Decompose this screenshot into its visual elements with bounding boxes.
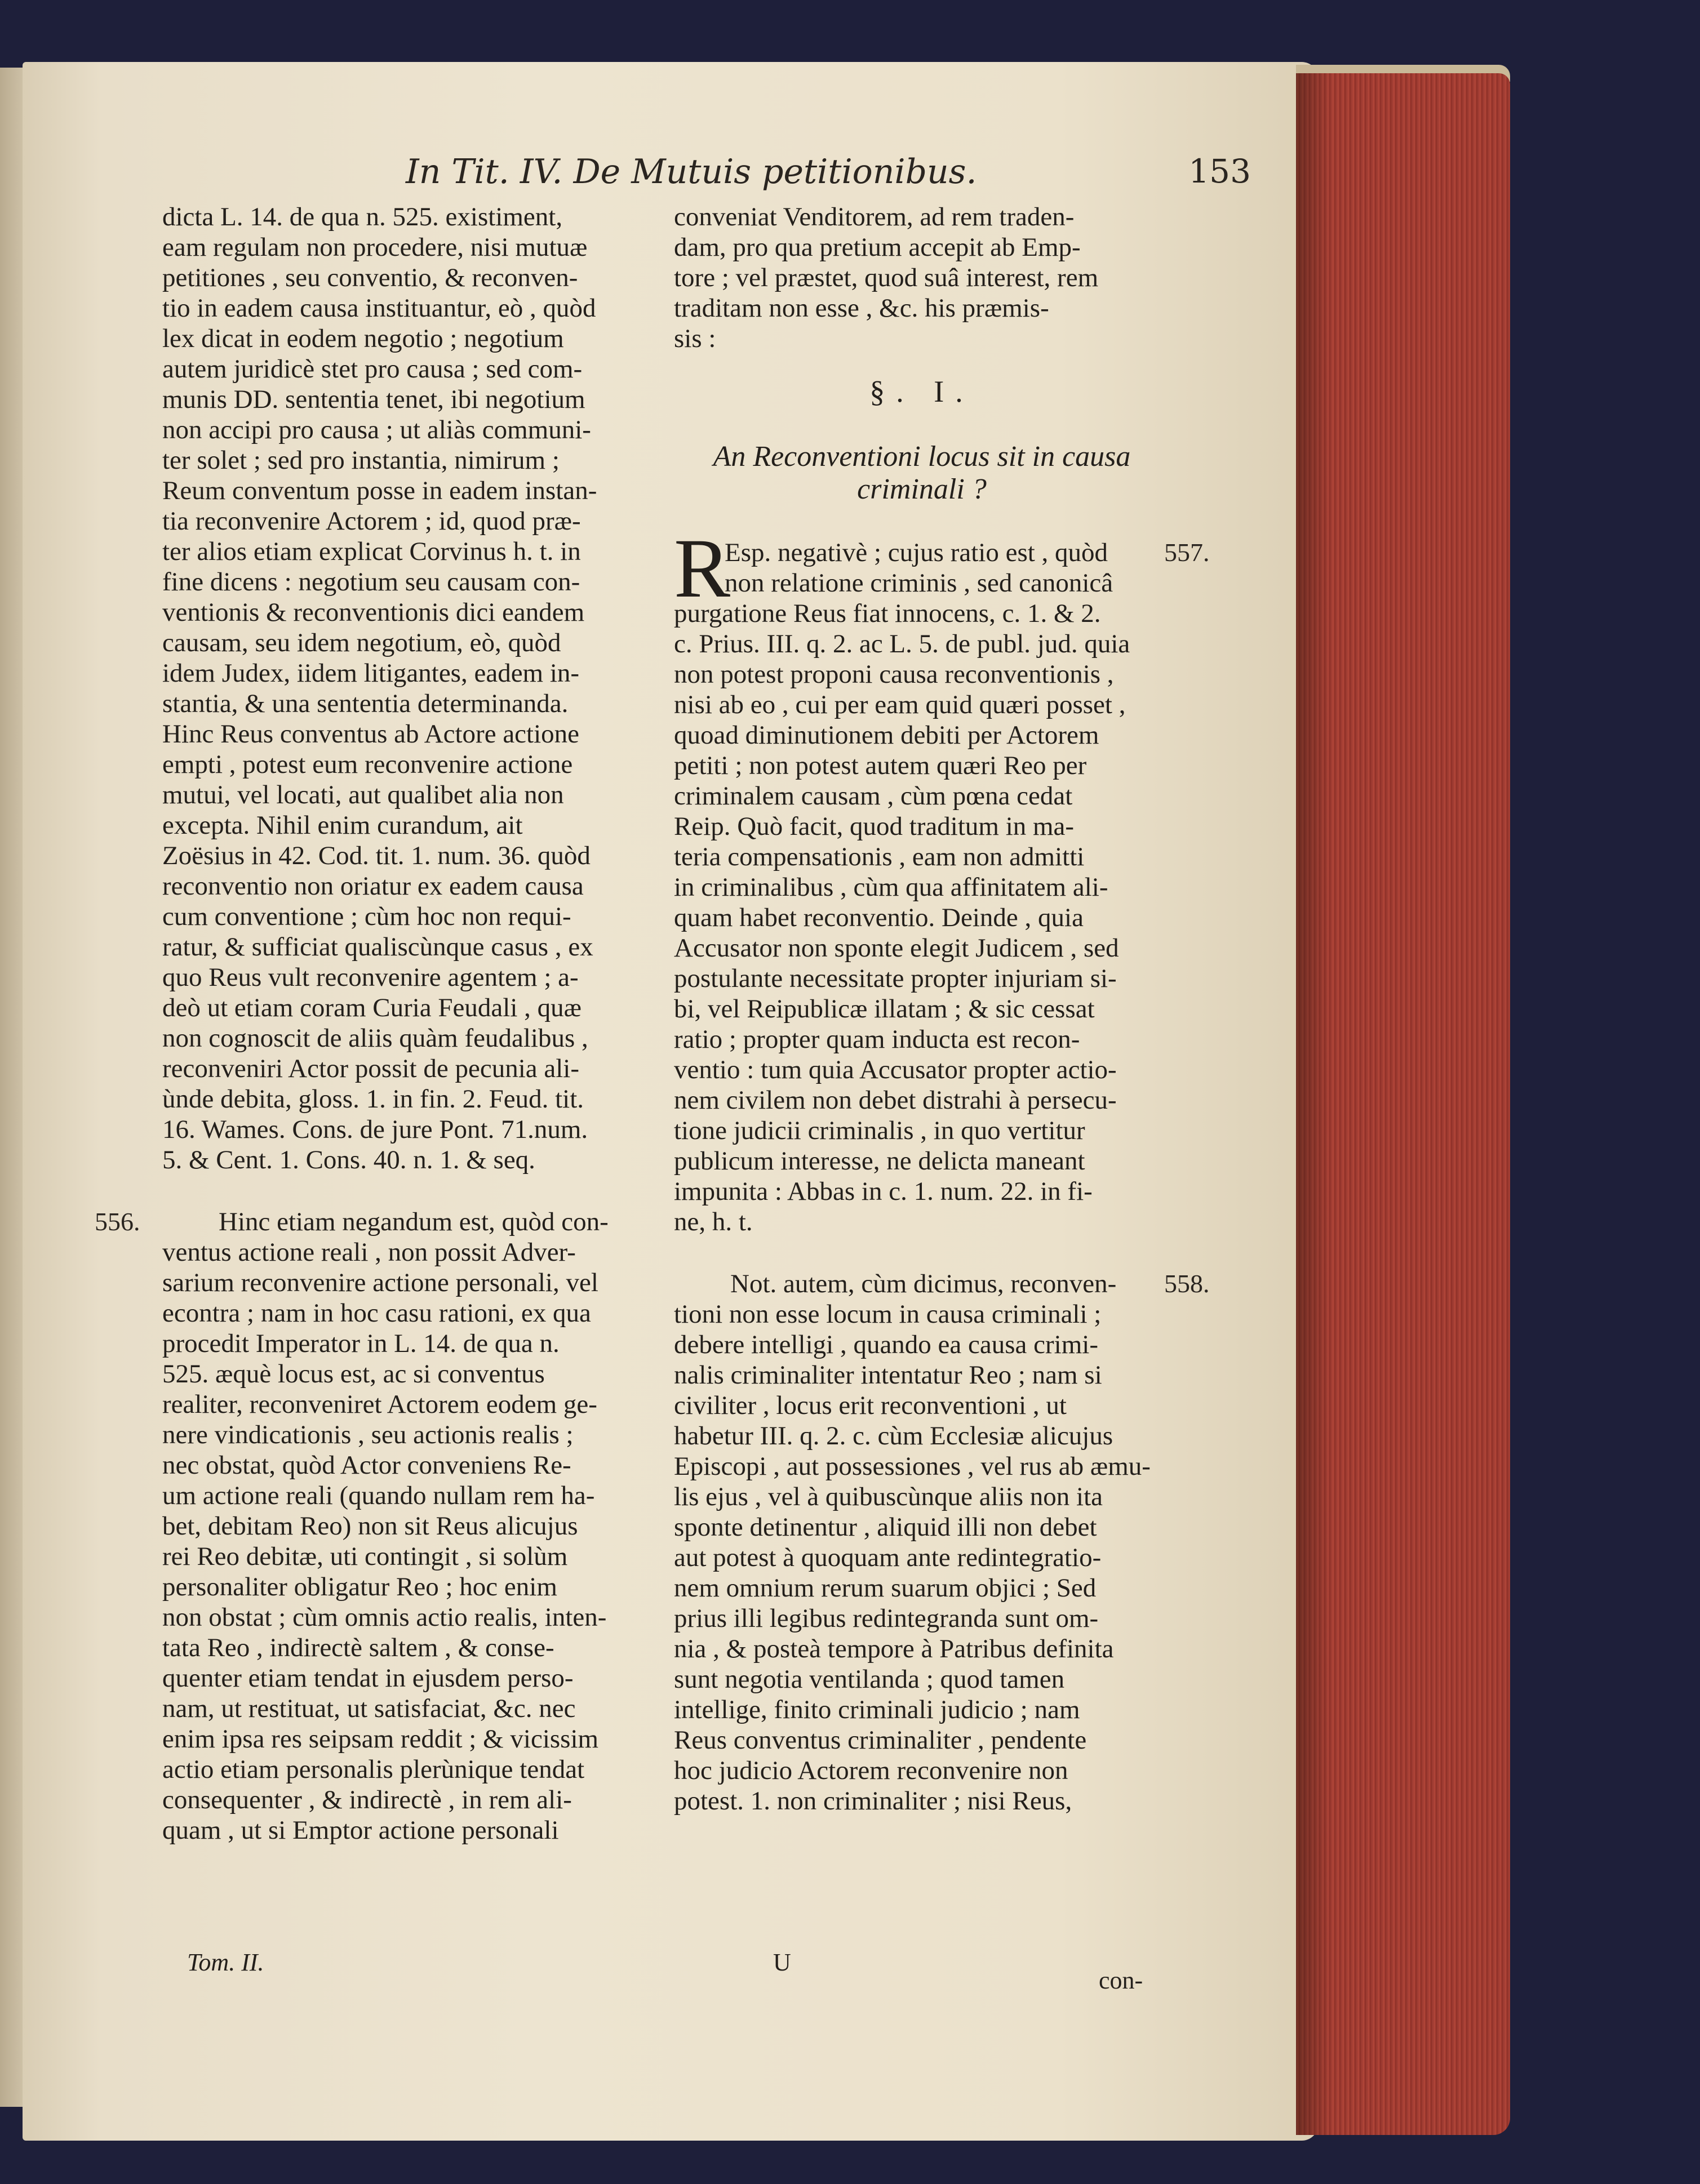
text-line: reconventio non oriatur ex eadem causa (162, 871, 584, 901)
resp-paragraph (674, 537, 1170, 1237)
text-line: personaliter obligatur Reo ; hoc enim (162, 1572, 557, 1602)
text-line: um actione reali (quando nullam rem ha- (162, 1481, 595, 1510)
text-line: cum conventione ; cùm hoc non requi- (162, 902, 571, 931)
text-line: aut potest à quoquam ante redintegratio- (674, 1543, 1102, 1572)
text-line: Reus conventus criminaliter , pendente (674, 1725, 1087, 1755)
text-line: ter solet ; sed pro instantia, nimirum ; (162, 446, 560, 475)
text-line: non accipi pro causa ; ut aliàs communi- (162, 415, 591, 444)
text-line: mutui, vel locati, aut qualibet alia non (162, 780, 564, 809)
text-line: actio etiam personalis plerùnique tendat (162, 1755, 585, 1784)
text-line: quam habet reconventio. Deinde , quia (674, 903, 1084, 932)
section-mark: §. I. (869, 375, 974, 408)
text-line: empti , potest eum reconvenire actione (162, 750, 573, 779)
margin-number-558: 558. (1164, 1269, 1210, 1298)
text-line: in criminalibus , cùm qua affinitatem ali- (674, 873, 1108, 902)
text-line: ùnde debita, gloss. 1. in fin. 2. Feud. tit. (162, 1084, 584, 1114)
text-line: non obstat ; cùm omnis actio realis, inten- (162, 1603, 607, 1632)
text-line: intellige, finito criminali judicio ; nam (674, 1695, 1080, 1724)
text-line: quoad diminutionem debiti per Actorem (674, 720, 1099, 750)
text-line: debere intelligi , quando ea causa crimi- (674, 1330, 1098, 1359)
text-line: sarium reconvenire actione personali, vel (162, 1268, 598, 1297)
text-line: impunita : Abbas in c. 1. num. 22. in fi- (674, 1177, 1093, 1206)
text-line: ventionis & reconventionis dici eandem (162, 598, 585, 627)
text-line: ventus actione reali , non possit Adver- (162, 1238, 576, 1267)
text-line: Reip. Quò facit, quod traditum in ma- (674, 812, 1075, 841)
drop-capital: R (674, 522, 731, 615)
text-line: Esp. negativè ; cujus ratio est , quòd (725, 538, 1108, 567)
running-title: In Tit. IV. De Mutuis petitionibus. (406, 152, 977, 192)
text-line: eam regulam non procedere, nisi mutuæ (162, 233, 588, 262)
text-line: causam, seu idem negotium, eò, quòd (162, 628, 561, 657)
text-line: tata Reo , indirectè saltem , & conse- (162, 1633, 554, 1662)
volume-mark: Tom. II. (187, 1949, 264, 1976)
text-line: tia reconvenire Actorem ; id, quod præ- (162, 506, 581, 536)
right-column (674, 202, 1170, 1816)
text-line: Not. autem, cùm dicimus, reconven- (730, 1269, 1117, 1298)
text-line: nem civilem non debet distrahi à persecu- (674, 1086, 1117, 1115)
text-line: traditam non esse , &c. his præmis- (674, 293, 1049, 323)
text-line: c. Prius. III. q. 2. ac L. 5. de publ. jud. quia (674, 629, 1130, 659)
margin-number-556: 556. (95, 1207, 140, 1236)
page-number: 153 (1188, 152, 1251, 190)
subtitle-line: An Reconventioni locus sit in causa (713, 441, 1131, 473)
text-line: non relatione criminis , sed canonicâ (725, 568, 1113, 598)
text-line: ratio ; propter quam inducta est recon- (674, 1025, 1080, 1054)
text-line: civiliter , locus erit reconventioni , ut (674, 1391, 1067, 1420)
text-line: conveniat Venditorem, ad rem traden- (674, 202, 1075, 232)
text-line: sunt negotia ventilanda ; quod tamen (674, 1665, 1065, 1694)
text-line: enim ipsa res seipsam reddit ; & vicissim (162, 1724, 599, 1754)
text-line: Reum conventum posse in eadem instan- (162, 476, 597, 505)
text-line: lex dicat in eodem negotio ; negotium (162, 324, 564, 353)
text-line: ne, h. t. (674, 1207, 753, 1236)
text-line: criminalem causam , cùm pœna cedat (674, 781, 1073, 811)
text-line: sponte detinentur , aliquid illi non debet (674, 1513, 1097, 1542)
text-line: nalis criminaliter intentatur Reo ; nam si (674, 1360, 1102, 1390)
left-paragraph-2 (162, 1207, 649, 1845)
text-line: Hinc etiam negandum est, quòd con- (219, 1207, 609, 1236)
text-line: Episcopi , aut possessiones , vel rus ab æmu- (674, 1452, 1151, 1481)
text-line: consequenter , & indirectè , in rem ali- (162, 1785, 572, 1814)
text-line: sis : (674, 324, 716, 353)
text-line: publicum interesse, ne delicta maneant (674, 1146, 1085, 1176)
text-line: Accusator non sponte elegit Judicem , sed (674, 933, 1119, 963)
text-line: petiti ; non potest autem quæri Reo per (674, 751, 1087, 780)
text-line: realiter, reconveniret Actorem eodem ge- (162, 1390, 597, 1419)
text-line: dam, pro qua pretium accepit ab Emp- (674, 233, 1081, 262)
text-line: Zoësius in 42. Cod. tit. 1. num. 36. quòd (162, 841, 591, 870)
text-line: quenter etiam tendat in ejusdem perso- (162, 1663, 574, 1693)
text-line: nisi ab eo , cui per eam quid quæri posset , (674, 690, 1126, 719)
text-line: autem juridicè stet pro causa ; sed com- (162, 354, 583, 384)
text-line: nere vindicationis , seu actionis realis ; (162, 1420, 574, 1449)
text-line: tio in eadem causa instituantur, eò , quòd (162, 293, 596, 323)
text-line: purgatione Reus fiat innocens, c. 1. & 2. (674, 599, 1101, 628)
left-column (162, 202, 649, 1845)
text-line: bet, debitam Reo) non sit Reus alicujus (162, 1511, 578, 1541)
text-line: deò ut etiam coram Curia Feudali , quæ (162, 993, 582, 1022)
text-line: petitiones , seu conventio, & reconven- (162, 263, 578, 292)
text-line: postulante necessitate propter injuriam si- (674, 964, 1117, 993)
section-subtitle (674, 441, 1170, 506)
text-line: 525. æquè locus est, ac si conventus (162, 1359, 545, 1389)
text-line: nia , & posteà tempore à Patribus definita (674, 1634, 1114, 1663)
text-line: habetur III. q. 2. c. cùm Ecclesiæ alicujus (674, 1421, 1113, 1451)
text-line: rei Reo debitæ, uti contingit , si solùm (162, 1542, 568, 1571)
text-line: fine dicens : negotium seu causam con- (162, 567, 580, 597)
margin-number-557: 557. (1164, 538, 1210, 567)
right-intro-paragraph (674, 202, 1170, 354)
text-line: teria compensationis , eam non admitti (674, 842, 1085, 871)
text-line: dicta L. 14. de qua n. 525. existiment, (162, 202, 563, 232)
text-line: bi, vel Reipublicæ illatam ; & sic cessat (674, 994, 1095, 1024)
text-line: reconveniri Actor possit de pecunia ali- (162, 1054, 579, 1083)
text-line: 16. Wames. Cons. de jure Pont. 71.num. (162, 1115, 588, 1144)
text-line: lis ejus , vel à quibuscùnque aliis non ita (674, 1482, 1103, 1511)
signature-mark: U (773, 1949, 791, 1976)
catchword: con- (1099, 1967, 1143, 1994)
text-line: hoc judicio Actorem reconvenire non (674, 1756, 1068, 1785)
text-line: prius illi legibus redintegranda sunt om- (674, 1604, 1099, 1633)
subtitle-line: criminali ? (857, 473, 987, 505)
text-line: idem Judex, iidem litigantes, eadem in- (162, 659, 580, 688)
text-line: non potest proponi causa reconventionis , (674, 660, 1114, 689)
left-paragraph-1 (162, 202, 649, 1175)
text-line: non cognoscit de aliis quàm feudalibus , (162, 1024, 588, 1053)
page-edge-shadow (1296, 73, 1330, 2135)
text-line: ventio : tum quia Accusator propter actio- (674, 1055, 1117, 1084)
text-line: nam, ut restituat, ut satisfaciat, &c. nec (162, 1694, 576, 1723)
not-paragraph (674, 1269, 1170, 1816)
text-line: 5. & Cent. 1. Cons. 40. n. 1. & seq. (162, 1145, 535, 1175)
text-line: munis DD. sententia tenet, ibi negotium (162, 385, 585, 414)
text-line: stantia, & una sententia determinanda. (162, 689, 569, 718)
text-line: excepta. Nihil enim curandum, ait (162, 811, 523, 840)
running-header (406, 152, 1251, 197)
text-line: nem omnium rerum suarum objici ; Sed (674, 1573, 1097, 1603)
text-line: ratur, & sufficiat qualiscùnque casus , ex (162, 932, 593, 962)
text-line: tore ; vel præstet, quod suâ interest, rem (674, 263, 1099, 292)
text-line: Hinc Reus conventus ab Actore actione (162, 719, 580, 749)
text-line: nec obstat, quòd Actor conveniens Re- (162, 1451, 571, 1480)
text-line: tione judicii criminalis , in quo vertitur (674, 1116, 1085, 1145)
text-line: potest. 1. non criminaliter ; nisi Reus, (674, 1786, 1072, 1816)
text-line: quo Reus vult reconvenire agentem ; a- (162, 963, 579, 992)
text-line: tioni non esse locum in causa criminali ; (674, 1300, 1102, 1329)
text-line: quam , ut si Emptor actione personali (162, 1816, 559, 1845)
text-line: procedit Imperator in L. 14. de qua n. (162, 1329, 560, 1358)
text-line: ter alios etiam explicat Corvinus h. t. in (162, 537, 581, 566)
text-line: econtra ; nam in hoc casu rationi, ex qua (162, 1298, 591, 1328)
